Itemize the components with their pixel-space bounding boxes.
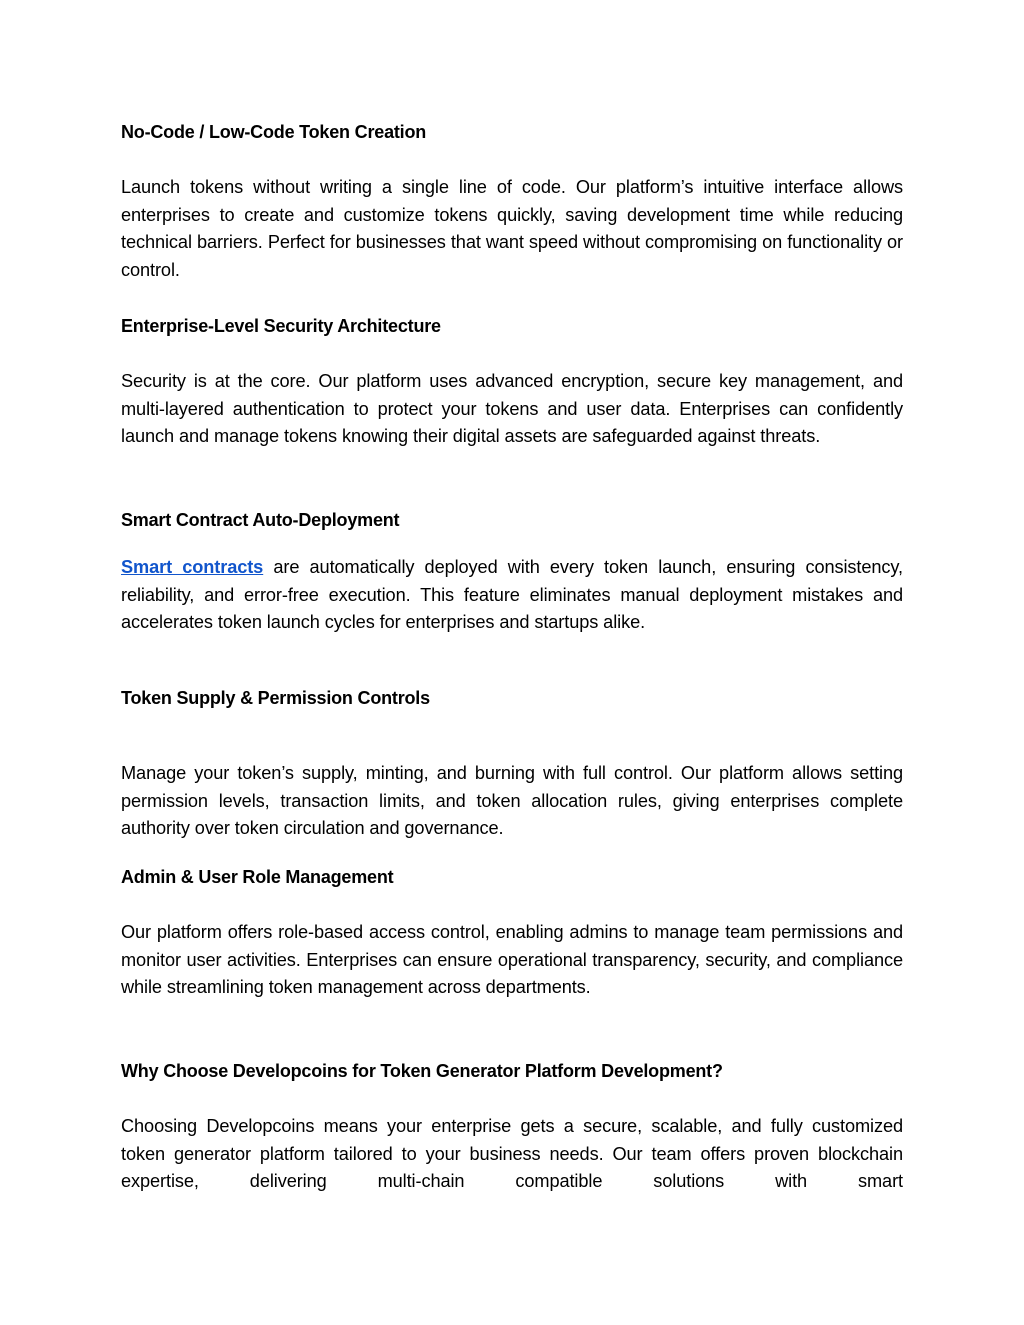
section-body-smart-contract	[121, 554, 903, 637]
section-body-why-choose: Choosing Developcoins means your enterprise gets a secure, scalable, and fully customized token generator platform tailored to your business needs. Our team offers proven blockchain expertise, delivering multi-chain compatible solutions with smart	[121, 1116, 903, 1192]
section-body-no-code: Launch tokens without writing a single line of code. Our platform’s intuitive interface allows enterprises to create and customize tokens quickly, saving development time while reducing technical barriers. Perfect for businesses that want speed without compromising on functionality or control.	[121, 177, 903, 281]
section-heading-no-code: No-Code / Low-Code Token Creation	[121, 122, 427, 142]
section-body-admin-roles: Our platform offers role-based access control, enabling admins to manage team permissions and monitor user activities. Enterprises can ensure operational transparency, security, and compliance while streamlining token management across departments.	[121, 922, 903, 998]
section-heading-why-choose: Why Choose Developcoins for Token Generator Platform Development?	[121, 1061, 723, 1081]
section-body-token-supply: Manage your token’s supply, minting, and burning with full control. Our platform allows setting permission levels, transaction limits, and token allocation rules, giving enterprises complete authority over token circulation and governance.	[121, 763, 903, 839]
section-heading-admin-roles: Admin & User Role Management	[121, 867, 394, 887]
section-heading-smart-contract: Smart Contract Auto-Deployment	[121, 510, 400, 530]
smart-contracts-link[interactable]: Smart contracts	[121, 557, 264, 577]
section-body-security: Security is at the core. Our platform uses advanced encryption, secure key management, and multi-layered authentication to protect your tokens and user data. Enterprises can confidently launch and manage tokens knowing their digital assets are safeguarded against threats.	[121, 371, 903, 447]
section-heading-security: Enterprise-Level Security Architecture	[121, 316, 441, 336]
section-heading-token-supply: Token Supply & Permission Controls	[121, 688, 430, 708]
section-body-smart-contract-text: are automatically deployed with every token launch, ensuring consistency, reliability, and error-free execution. This feature eliminates manual deployment mistakes and accelerates token launch cycles for enterprises and startups alike.	[121, 557, 903, 633]
